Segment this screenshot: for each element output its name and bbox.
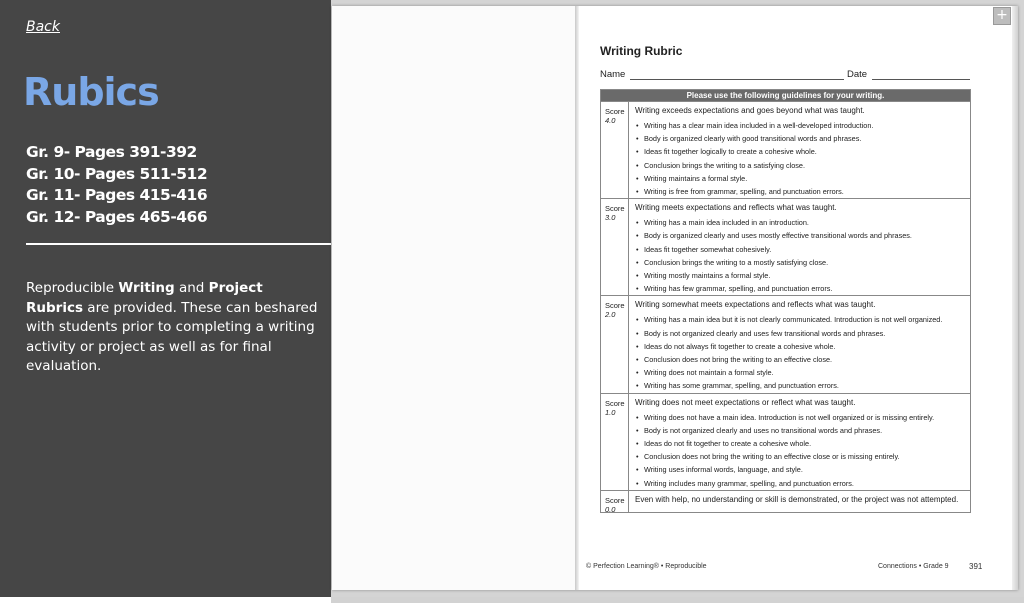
criteria-list xyxy=(635,411,970,490)
criteria-item: • Ideas fit together logically to create a cohesive whole. xyxy=(635,145,970,158)
criteria-item: • Body is organized clearly and uses mostly effective transitional words and phrases. xyxy=(635,229,970,242)
score-value: 0.0 xyxy=(605,504,616,514)
criteria-item: • Writing has a main idea but it is not clearly communicated. Introduction is not well organized. xyxy=(635,313,970,326)
grade-pages-item: Gr. 12- Pages 465-466 xyxy=(26,207,208,226)
criteria-cell xyxy=(635,102,970,198)
book-spine xyxy=(575,6,579,590)
criteria-item: • Writing is free from grammar, spelling, and punctuation errors. xyxy=(635,185,970,198)
criteria-item: • Writing has few grammar, spelling, and punctuation errors. xyxy=(635,282,970,295)
criteria-item: • Conclusion does not bring the writing to an effective close. xyxy=(635,353,970,366)
page-number: 391 xyxy=(969,562,983,571)
score-value: 4.0 xyxy=(605,116,616,125)
criteria-lead: Writing does not meet expectations or reflect what was taught. xyxy=(635,397,856,407)
criteria-lead: Even with help, no understanding or skill is demonstrated, or the project was not attempted. xyxy=(635,494,959,504)
criteria-cell xyxy=(635,394,970,490)
score-cell xyxy=(601,394,629,490)
grade-pages-item: Gr. 9- Pages 391-392 xyxy=(26,143,197,161)
zoom-icon[interactable]: + xyxy=(993,7,1011,25)
description-text: are provided. These can beshared with students prior to completing a writing activity or project as well as for final evaluation. xyxy=(26,299,318,374)
rubric-table xyxy=(600,89,971,513)
criteria-list xyxy=(635,216,970,295)
score-cell xyxy=(601,491,629,512)
criteria-lead: Writing meets expectations and reflects what was taught. xyxy=(635,203,837,213)
score-value: 3.0 xyxy=(605,213,616,223)
footer-series: Connections • Grade 9 xyxy=(878,563,949,570)
page-title: Rubics xyxy=(23,70,159,114)
criteria-item: • Writing mostly maintains a formal style. xyxy=(635,269,970,282)
description-bold-writing: Writing xyxy=(118,280,175,296)
criteria-item: • Writing maintains a formal style. xyxy=(635,172,970,185)
criteria-item: • Writing uses informal words, language, and style. xyxy=(635,463,970,476)
criteria-item: • Ideas do not fit together to create a cohesive whole. xyxy=(635,437,970,450)
rubric-row xyxy=(601,295,970,392)
sidebar xyxy=(0,0,331,597)
description-text: and xyxy=(174,280,209,296)
score-label: Score xyxy=(605,398,625,408)
grade-pages-item: Gr. 11- Pages 415-416 xyxy=(26,186,208,204)
score-cell xyxy=(601,199,629,295)
name-line xyxy=(630,79,844,80)
left-page xyxy=(332,6,575,590)
score-cell xyxy=(601,296,629,392)
rubric-row xyxy=(601,101,970,198)
rubric-title: Writing Rubric xyxy=(600,44,683,58)
divider xyxy=(26,243,331,245)
criteria-cell xyxy=(635,199,970,295)
criteria-item: • Ideas fit together somewhat cohesively. xyxy=(635,243,970,256)
viewer-bottom-bar xyxy=(331,597,1024,603)
criteria-cell xyxy=(635,296,970,392)
date-line xyxy=(872,79,970,80)
criteria-item: • Body is not organized clearly and uses few transitional words and phrases. xyxy=(635,327,970,340)
criteria-list xyxy=(635,119,970,198)
score-label: Score xyxy=(605,204,625,214)
rubric-row xyxy=(601,490,970,512)
criteria-item: • Ideas do not always fit together to create a cohesive whole. xyxy=(635,340,970,353)
date-label: Date xyxy=(847,69,868,80)
criteria-cell xyxy=(635,491,970,512)
score-label: Score xyxy=(605,495,625,505)
criteria-item: • Writing has a clear main idea included in a well-developed introduction. xyxy=(635,119,970,132)
rubric-table-header: Please use the following guidelines for your writing. xyxy=(601,90,970,101)
grade-pages-item: Gr. 10- Pages 511-512 xyxy=(26,164,208,183)
criteria-item: • Writing has some grammar, spelling, and punctuation errors. xyxy=(635,379,970,392)
grade-pages-list xyxy=(26,142,207,228)
name-label: Name xyxy=(600,69,626,80)
criteria-item: • Conclusion brings the writing to a satisfying close. xyxy=(635,159,970,172)
score-value: 2.0 xyxy=(605,310,616,320)
footer-copyright: © Perfection Learning® • Reproducible xyxy=(586,563,707,570)
criteria-lead: Writing somewhat meets expectations and reflects what was taught. xyxy=(635,300,876,310)
back-link[interactable]: Back xyxy=(26,19,60,35)
criteria-item: • Writing has a main idea included in an introduction. xyxy=(635,216,970,229)
criteria-item: • Conclusion brings the writing to a mostly satisfying close. xyxy=(635,256,970,269)
description-text: Reproducible xyxy=(26,280,119,296)
score-label: Score xyxy=(605,301,625,311)
score-label: Score xyxy=(605,107,625,116)
criteria-item: • Writing includes many grammar, spelling, and punctuation errors. xyxy=(635,477,970,490)
criteria-item: • Body is organized clearly with good transitional words and phrases. xyxy=(635,132,970,145)
criteria-lead: Writing exceeds expectations and goes beyond what was taught. xyxy=(635,106,865,115)
description-bold-project-rubrics: Project Rubrics xyxy=(26,280,263,316)
score-cell xyxy=(601,102,629,198)
rubric-row xyxy=(601,393,970,490)
criteria-item: • Writing does not maintain a formal style. xyxy=(635,366,970,379)
page-edge xyxy=(1012,6,1018,590)
criteria-list xyxy=(635,313,970,392)
criteria-item: • Conclusion does not bring the writing to an effective close or is missing entirely. xyxy=(635,450,970,463)
criteria-item: • Body is not organized clearly and uses no transitional words and phrases. xyxy=(635,424,970,437)
rubric-row xyxy=(601,198,970,295)
description xyxy=(26,279,318,377)
score-value: 1.0 xyxy=(605,407,616,417)
criteria-item: • Writing does not have a main idea. Introduction is not well organized or is missing entirely. xyxy=(635,411,970,424)
